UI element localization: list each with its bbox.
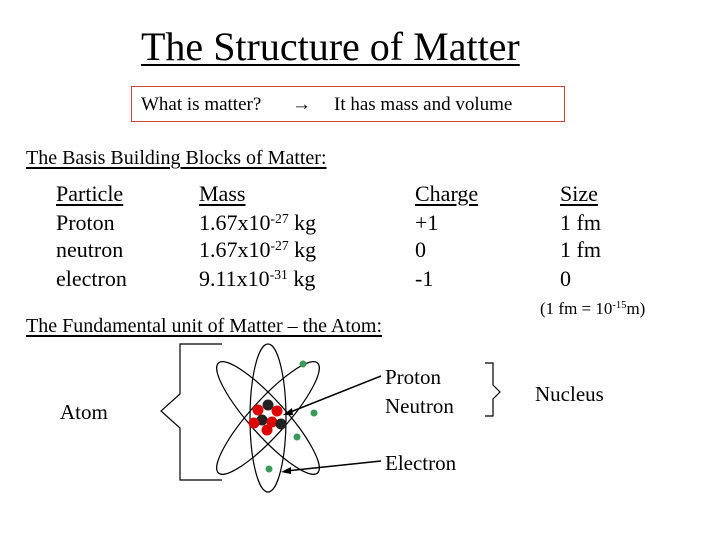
electrons	[266, 361, 318, 473]
atom-label: Atom	[60, 400, 108, 424]
cell-particle: neutron	[56, 237, 124, 262]
cell-mass: $1.67x10^{-27}$ kg	[199, 210, 317, 235]
question-text: What is matter?	[141, 94, 262, 115]
cell-charge: +1	[415, 210, 439, 235]
right-brace-icon	[485, 363, 500, 416]
section-heading-building-blocks: The Basis Building Blocks of Matter:	[26, 147, 327, 169]
header-particle: Particle	[56, 181, 124, 206]
proton-pointer-line	[288, 376, 381, 413]
arrow-icon: →	[292, 94, 311, 115]
cell-size: 1 fm	[560, 237, 601, 262]
cell-mass: $9.11x10^{-31}$ kg	[199, 266, 316, 291]
arrowhead-icon	[281, 467, 291, 474]
nucleus-label: Nucleus	[535, 382, 604, 406]
electron-dot	[300, 361, 307, 368]
cell-mass: $1.67x10^{-27}$ kg	[199, 237, 317, 262]
cell-charge: -1	[415, 266, 434, 291]
left-brace-icon	[161, 344, 222, 480]
electron-dot	[266, 466, 273, 473]
electron-label: Electron	[385, 451, 457, 475]
slide-title: The Structure of Matter	[141, 24, 520, 69]
proton-label: Proton	[385, 365, 442, 389]
electron-pointer-line	[286, 461, 381, 471]
cell-size: 1 fm	[560, 210, 601, 235]
section-heading-atom: The Fundamental unit of Matter – the Atom:	[26, 315, 383, 337]
answer-text: It has mass and volume	[334, 94, 513, 115]
cell-charge: 0	[415, 237, 426, 262]
header-charge: Charge	[415, 181, 479, 206]
header-size: Size	[560, 181, 598, 206]
cell-particle: Proton	[56, 210, 115, 235]
orbit-3	[205, 351, 331, 485]
electron-dot	[294, 434, 301, 441]
cell-particle: electron	[56, 266, 127, 291]
cell-size: 0	[560, 266, 571, 291]
fm-note: (1 fm = $10^{-15}m$)	[540, 299, 646, 318]
neutron-label: Neutron	[385, 394, 454, 418]
header-mass: Mass	[199, 181, 246, 206]
electron-dot	[311, 410, 318, 417]
orbit-2	[205, 351, 331, 485]
